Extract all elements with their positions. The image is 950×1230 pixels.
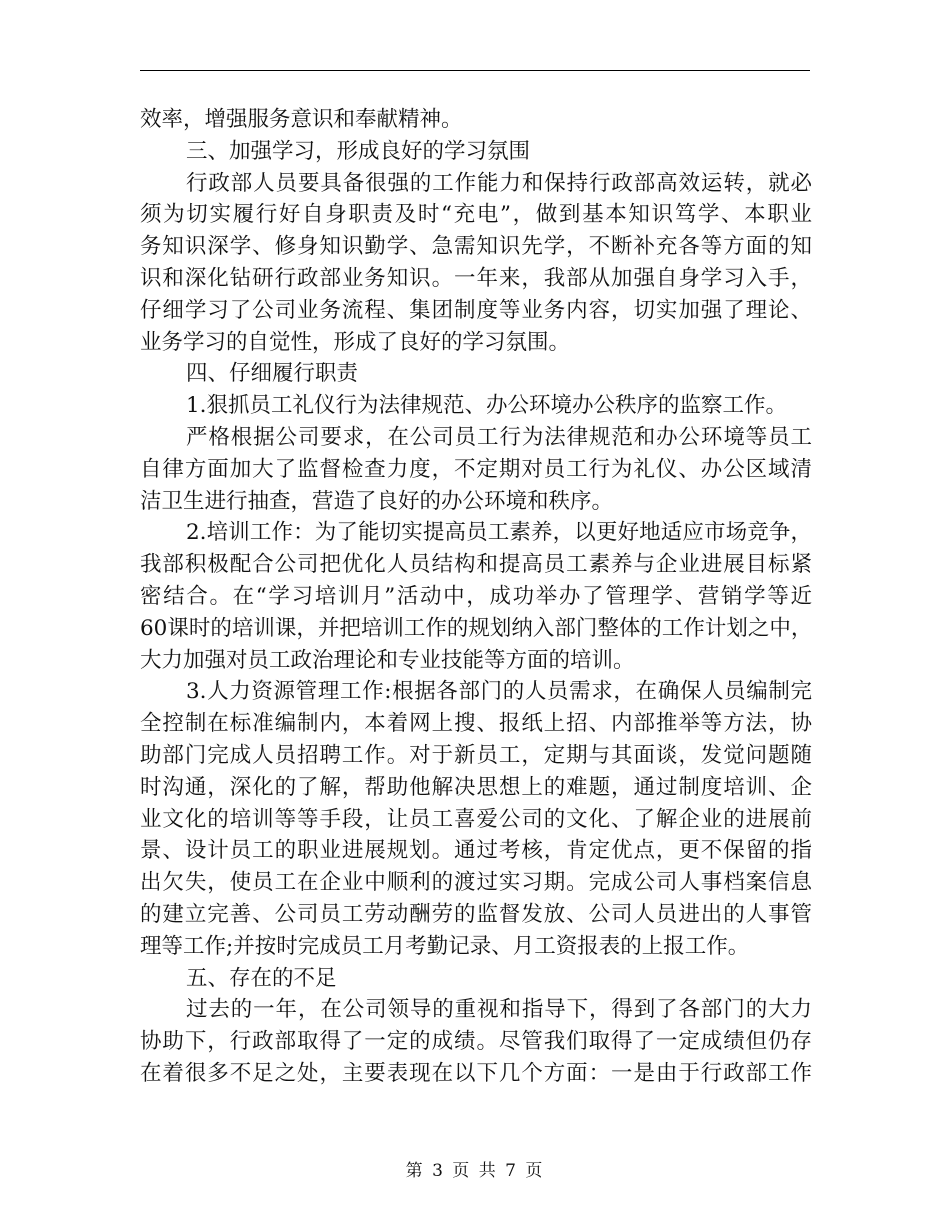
text-line: 60课时的培训课，并把培训工作的规划纳入部门整体的工作计划之中， xyxy=(140,615,813,641)
page-number: 第 3 页 共 7 页 xyxy=(405,1161,545,1181)
text-line: 行政部人员要具备很强的工作能力和保持行政部高效运转，就必 xyxy=(186,170,812,196)
text-line: 三、加强学习，形成良好的学习氛围 xyxy=(186,138,531,164)
text-line: 全控制在标准编制内，本着网上搜、报纸上招、内部推举等方法，协 xyxy=(140,711,812,737)
text-line: 2.培训工作：为了能切实提高员工素养，以更好地适应市场竞争， xyxy=(186,520,812,546)
header-rule xyxy=(140,70,810,71)
text-line: 业文化的培训等等手段，让员工喜爱公司的文化、了解企业的进展前 xyxy=(140,806,812,832)
text-line: 助部门完成人员招聘工作。对于新员工，定期与其面谈，发觉问题随 xyxy=(140,742,812,768)
text-line: 业务学习的自觉性，形成了良好的学习氛围。 xyxy=(140,329,571,355)
text-line: 洁卫生进行抽查，营造了良好的办公环境和秩序。 xyxy=(140,488,614,514)
text-line: 景、设计员工的职业进展规划。通过考核，肯定优点，更不保留的指 xyxy=(140,838,812,864)
text-line: 1.狠抓员工礼仪行为法律规范、办公环境办公秩序的监察工作。 xyxy=(186,393,788,419)
text-line: 密结合。在“学习培训月”活动中，成功举办了管理学、营销学等近 xyxy=(140,583,812,609)
text-line: 识和深化钻研行政部业务知识。一年来，我部从加强自身学习入手， xyxy=(140,265,812,291)
text-line: 四、仔细履行职责 xyxy=(186,361,359,387)
text-line: 效率，增强服务意识和奉献精神。 xyxy=(140,107,463,132)
text-line: 理等工作;并按时完成员工月考勤记录、月工资报表的上报工作。 xyxy=(140,933,750,959)
text-line: 自律方面加大了监督检查力度，不定期对员工行为礼仪、办公区域清 xyxy=(140,456,812,482)
text-line: 大力加强对员工政治理论和专业技能等方面的培训。 xyxy=(140,647,635,673)
text-line: 务知识深学、修身知识勤学、急需知识先学，不断补充各等方面的知 xyxy=(140,234,812,260)
text-line: 五、存在的不足 xyxy=(186,965,337,991)
text-line: 须为切实履行好自身职责及时“充电”，做到基本知识笃学、本职业 xyxy=(140,202,812,228)
document-body xyxy=(140,104,812,1090)
text-line: 出欠失，使员工在企业中顺利的渡过实习期。完成公司人事档案信息 xyxy=(140,870,812,896)
text-line: 时沟通，深化的了解，帮助他解决思想上的难题，通过制度培训、企 xyxy=(140,774,812,800)
text-line: 仔细学习了公司业务流程、集团制度等业务内容，切实加强了理论、 xyxy=(140,297,812,323)
text-line: 3.人力资源管理工作:根据各部门的人员需求，在确保人员编制完 xyxy=(186,679,812,705)
text-line: 过去的一年，在公司领导的重视和指导下，得到了各部门的大力 xyxy=(186,997,812,1023)
text-line: 我部积极配合公司把优化人员结构和提高员工素养与企业进展目标紧 xyxy=(140,552,812,578)
text-line: 的建立完善、公司员工劳动酬劳的监督发放、公司人员进出的人事管 xyxy=(140,901,812,927)
text-line: 协助下，行政部取得了一定的成绩。尽管我们取得了一定成绩但仍存 xyxy=(140,1029,812,1055)
text-line: 在着很多不足之处，主要表现在以下几个方面：一是由于行政部工作 xyxy=(140,1060,812,1086)
text-line: 严格根据公司要求，在公司员工行为法律规范和办公环境等员工 xyxy=(186,424,812,450)
